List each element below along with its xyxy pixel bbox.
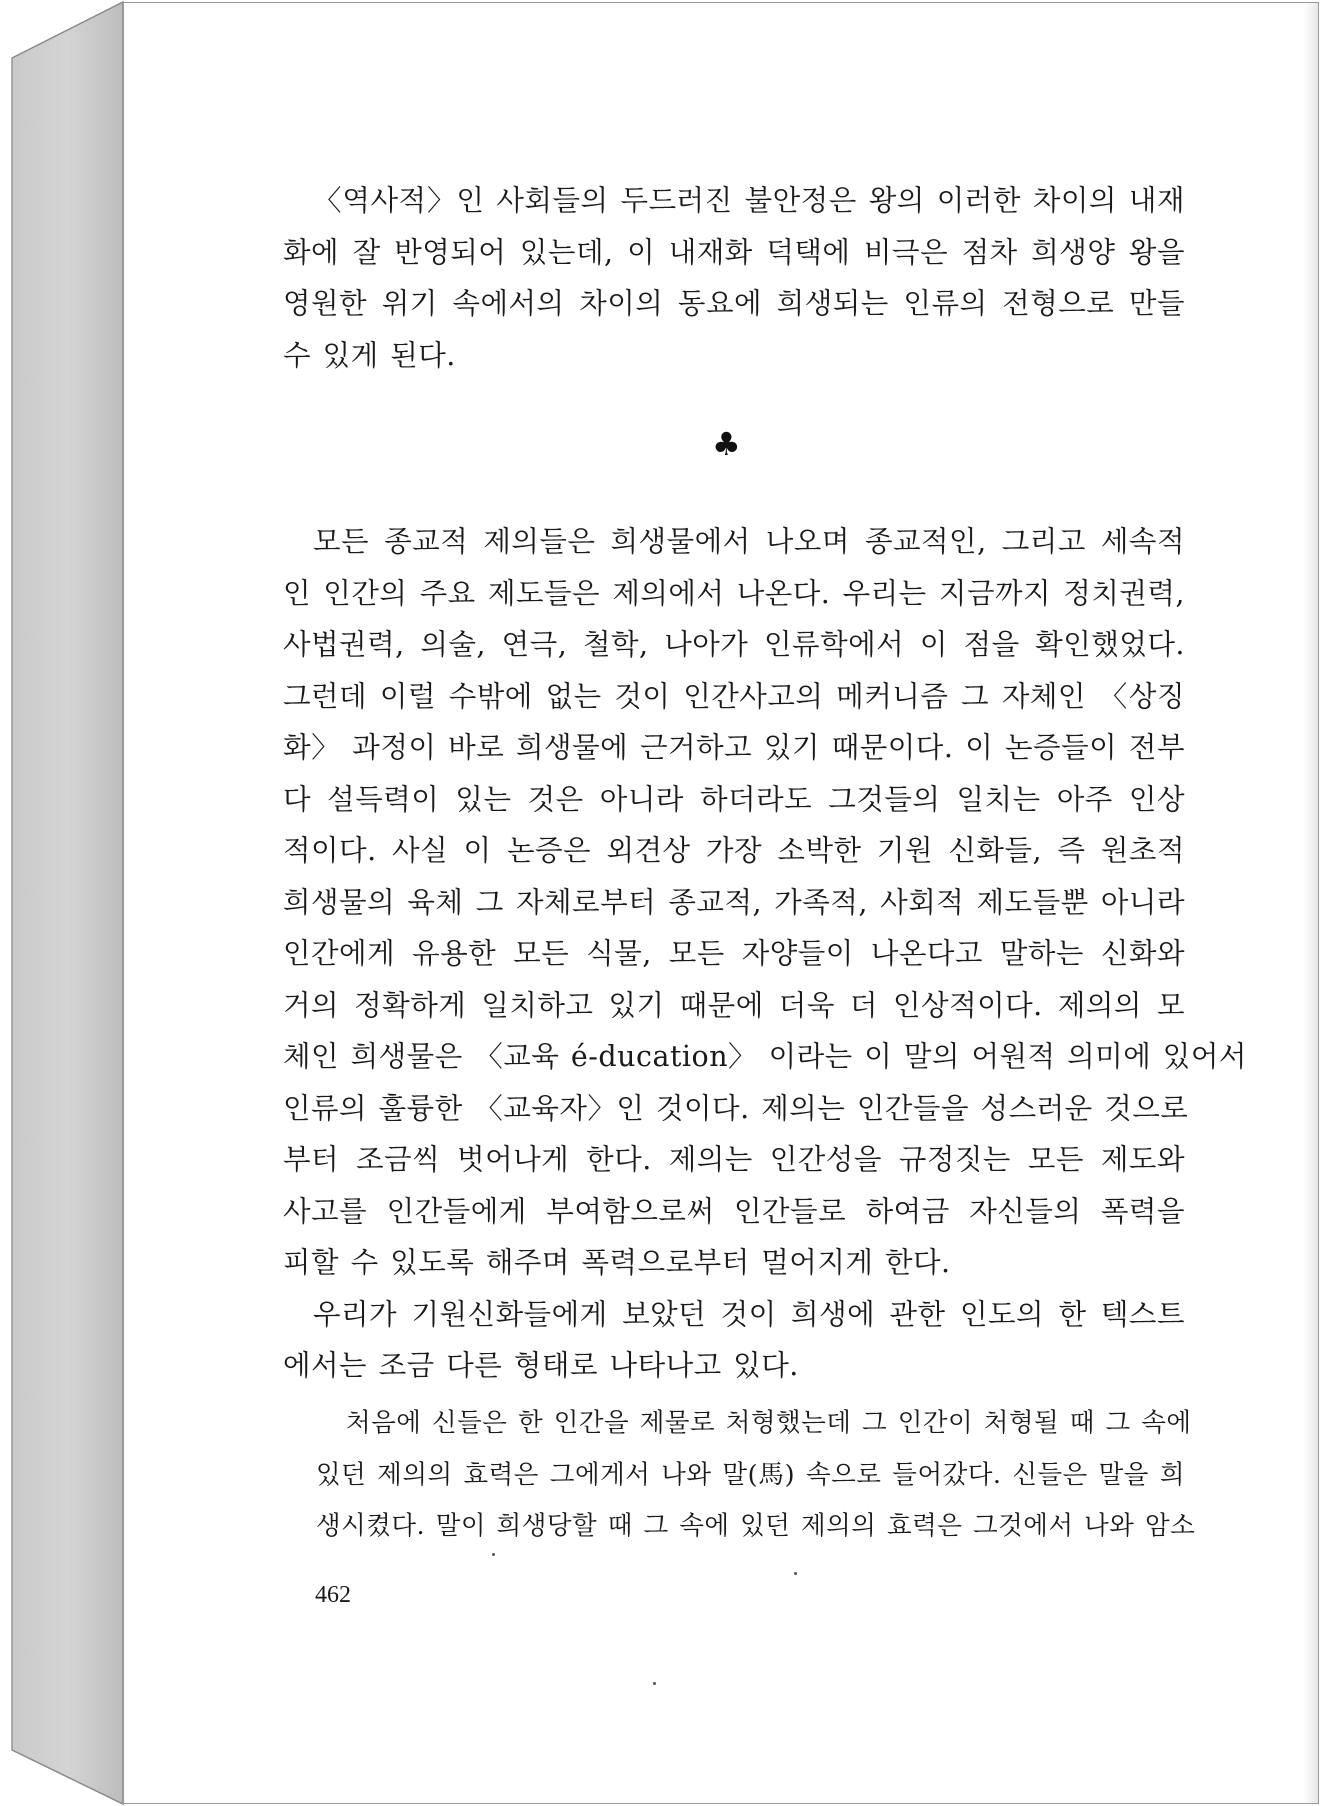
text-line: 인간에게 유용한 모든 식물, 모든 자양들이 나온다고 말하는 신화와 [283, 937, 1185, 970]
text-line: 사고를 인간들에게 부여함으로써 인간들로 하여금 자신들의 폭력을 [283, 1194, 1185, 1228]
text-line: 부터 조금씩 벗어나게 한다. 제의는 인간성을 규정짓는 모든 제도와 [283, 1143, 1185, 1176]
text-line: 〈역사적〉인 사회들의 두드러진 불안정은 왕의 이러한 차이의 내재 [313, 184, 1185, 217]
text-line: 희생물의 육체 그 자체로부터 종교적, 가족적, 사회적 제도들뿐 아니라 [283, 885, 1185, 919]
text-line: 모든 종교적 제의들은 희생물에서 나오며 종교적인, 그리고 세속적 [313, 525, 1185, 558]
text-line: 영원한 위기 속에서의 차이의 동요에 희생되는 인류의 전형으로 만들 [283, 287, 1185, 320]
club-separator-icon: ♣ [712, 425, 741, 463]
text-line: 피할 수 있도록 해주며 폭력으로부터 멀어지게 한다. [283, 1246, 951, 1279]
text-line: 다 설득력이 있는 것은 아니라 하더라도 그것들의 일치는 아주 인상 [283, 782, 1185, 816]
text-line: 생시켰다. 말이 희생당할 때 그 속에 있던 제의의 효력은 그것에서 나와 암소 [316, 1511, 1196, 1541]
page-number: 462 [315, 1582, 351, 1608]
paragraph-2 [283, 516, 1247, 1392]
text-line: 그런데 이럴 수밖에 없는 것이 인간사고의 메커니즘 그 자체인 〈상징 [283, 679, 1185, 713]
text-line: 화〉 과정이 바로 희생물에 근거하고 있기 때문이다. 이 논증들이 전부 [283, 731, 1185, 764]
scan-speck [653, 1682, 656, 1685]
text-line: 인 인간의 주요 제도들은 제의에서 나온다. 우리는 지금까지 정치권력, [283, 576, 1185, 610]
book-spine [0, 0, 125, 1806]
text-line: 사법권력, 의술, 연극, 철학, 나아가 인류학에서 이 점을 확인했었다. [283, 628, 1185, 661]
text-line: 있던 제의의 효력은 그에게서 나와 말(馬) 속으로 들어갔다. 신들은 말을 희 [316, 1459, 1185, 1490]
text-line: 처음에 신들은 한 인간을 제물로 처형했는데 그 인간이 처형될 때 그 속에 [346, 1408, 1192, 1438]
scan-speck [794, 1572, 797, 1575]
text-line: 에서는 조금 다른 형태로 나타나고 있다. [283, 1349, 799, 1382]
paragraph-1 [283, 175, 1185, 381]
page-edge-shadow [1304, 3, 1318, 1803]
paragraph-3 [283, 1289, 1185, 1392]
text-line: 체인 희생물은 〈교육 é-ducation〉 이라는 이 말의 어원적 의미에 있어서 [283, 1040, 1247, 1073]
block-quotation [316, 1398, 1196, 1553]
text-line: 인류의 훌륭한 〈교육자〉인 것이다. 제의는 인간들을 성스러운 것으로 [283, 1091, 1189, 1125]
text-line: 수 있게 된다. [283, 338, 456, 372]
text-line: 적이다. 사실 이 논증은 외견상 가장 소박한 기원 신화들, 즉 원초적 [283, 834, 1185, 867]
text-line: 화에 잘 반영되어 있는데, 이 내재화 덕택에 비극은 점차 희생양 왕을 [283, 235, 1185, 269]
text-line: 우리가 기원신화들에게 보았던 것이 희생에 관한 인도의 한 텍스트 [313, 1297, 1185, 1331]
scan-speck [492, 1553, 495, 1556]
text-line: 거의 정확하게 일치하고 있기 때문에 더욱 더 인상적이다. 제의의 모 [283, 988, 1185, 1022]
